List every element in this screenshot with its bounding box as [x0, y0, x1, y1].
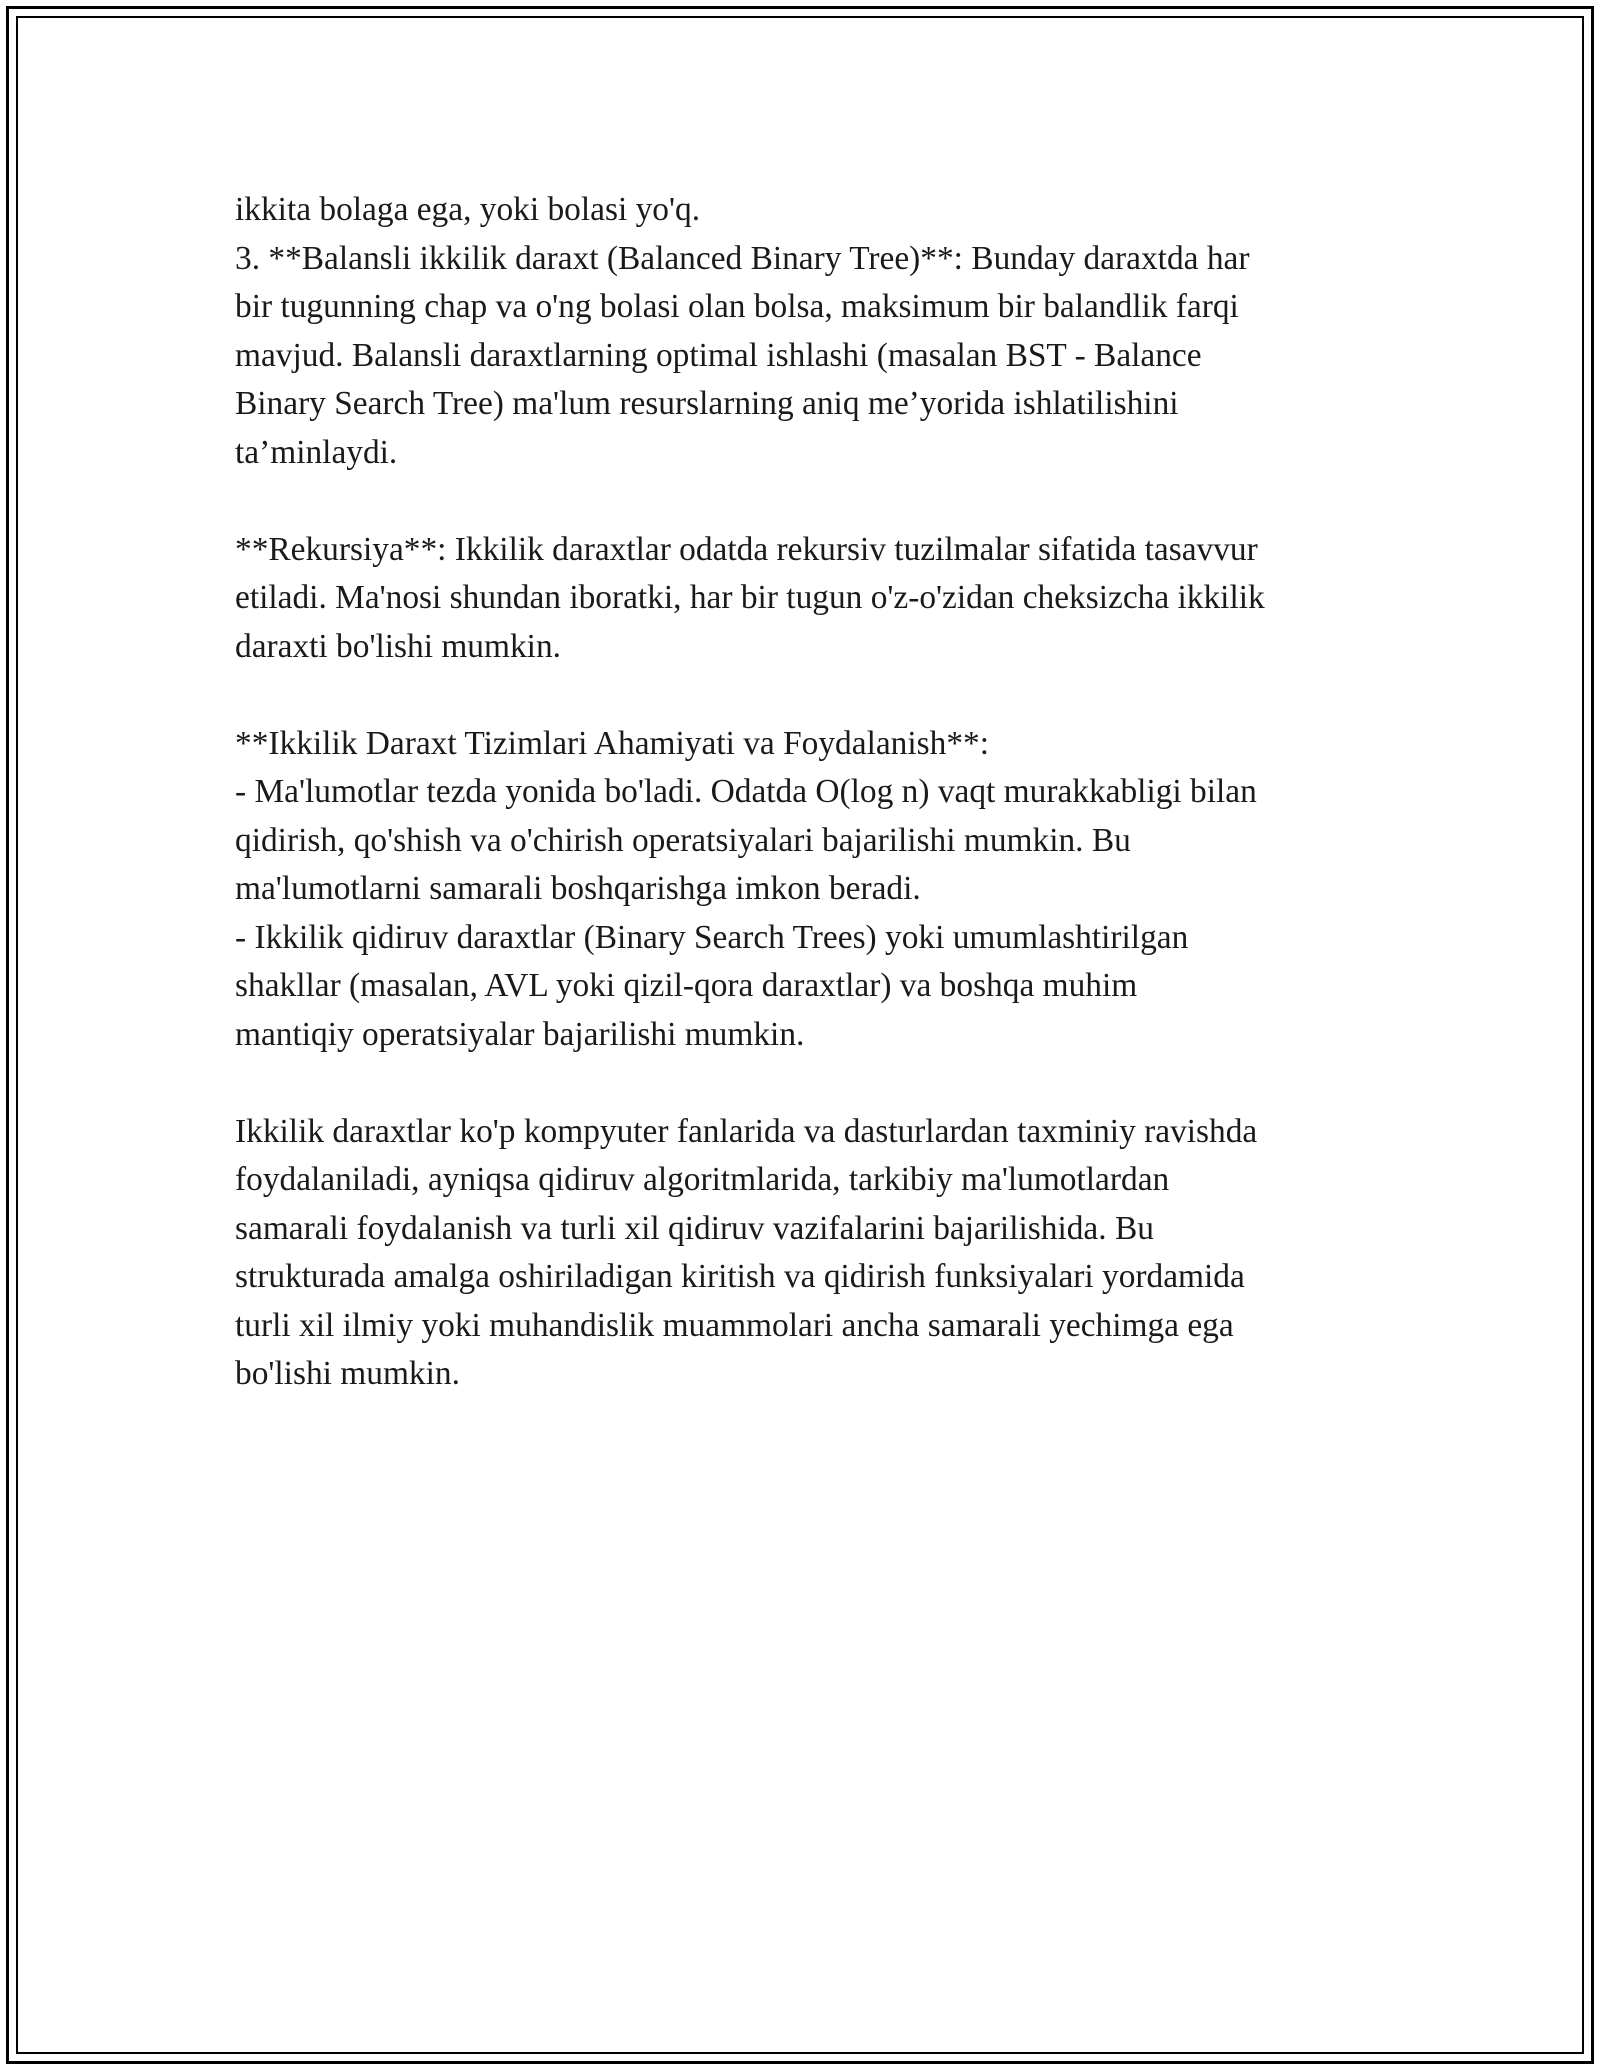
paragraph-spacer	[235, 671, 1395, 720]
paragraph-spacer	[235, 1059, 1395, 1108]
text-line: ikkita bolaga ega, yoki bolasi yo'q.	[235, 191, 701, 228]
text-line: - Ikkilik qidiruv daraxtlar (Binary Search Trees) yoki umumlashtirilgan	[235, 918, 1189, 956]
text-line: qidirish, qo'shish va o'chirish operatsiyalari bajarilishi mumkin. Bu	[235, 821, 1131, 859]
document-body	[235, 186, 1395, 1399]
text-line: daraxti bo'lishi mumkin.	[235, 627, 561, 665]
text-line: **Rekursiya**: Ikkilik daraxtlar odatda rekursiv tuzilmalar sifatida tasavvur	[235, 530, 1258, 568]
text-line: ma'lumotlarni samarali boshqarishga imkon beradi.	[235, 870, 921, 907]
text-line: Binary Search Tree) ma'lum resurslarning aniq me’yorida ishlatilishini	[235, 385, 1179, 422]
text-line: **Ikkilik Daraxt Tizimlari Ahamiyati va Foydalanish**:	[235, 724, 989, 762]
text-line: - Ma'lumotlar tezda yonida bo'ladi. Odatda O(log n) vaqt murakkabligi bilan	[235, 773, 1257, 810]
text-line: Ikkilik daraxtlar ko'p kompyuter fanlarida va dasturlardan taxminiy ravishda	[235, 1112, 1258, 1150]
text-line: mantiqiy operatsiyalar bajarilishi mumkin.	[235, 1015, 805, 1053]
text-line: samarali foydalanish va turli xil qidiruv vazifalarini bajarilishida. Bu	[235, 1209, 1154, 1247]
text-line: bir tugunning chap va o'ng bolasi olan bolsa, maksimum bir balandlik farqi	[235, 288, 1239, 325]
paragraph-spacer	[235, 477, 1395, 526]
paragraph-recursion	[235, 526, 1395, 672]
text-line: etiladi. Ma'nosi shundan iboratki, har bir tugun o'z-o'zidan cheksizcha ikkilik	[235, 579, 1265, 616]
text-line: turli xil ilmiy yoki muhandislik muammolari ancha samarali yechimga ega	[235, 1306, 1234, 1344]
paragraph-importance	[235, 720, 1395, 1060]
text-line: shakllar (masalan, AVL yoki qizil-qora daraxtlar) va boshqa muhim	[235, 967, 1138, 1004]
text-line: 3. **Balansli ikkilik daraxt (Balanced Binary Tree)**: Bunday daraxtda har	[235, 239, 1250, 277]
text-line: mavjud. Balansli daraxtlarning optimal ishlashi (masalan BST - Balance	[235, 336, 1202, 374]
paragraph-conclusion	[235, 1108, 1395, 1399]
text-line: ta’minlaydi.	[235, 433, 398, 471]
paragraph-balanced-tree	[235, 186, 1395, 477]
text-line: bo'lishi mumkin.	[235, 1355, 460, 1392]
text-line: foydalaniladi, ayniqsa qidiruv algoritmlarida, tarkibiy ma'lumotlardan	[235, 1161, 1170, 1198]
text-line: strukturada amalga oshiriladigan kiritish va qidirish funksiyalari yordamida	[235, 1258, 1245, 1295]
